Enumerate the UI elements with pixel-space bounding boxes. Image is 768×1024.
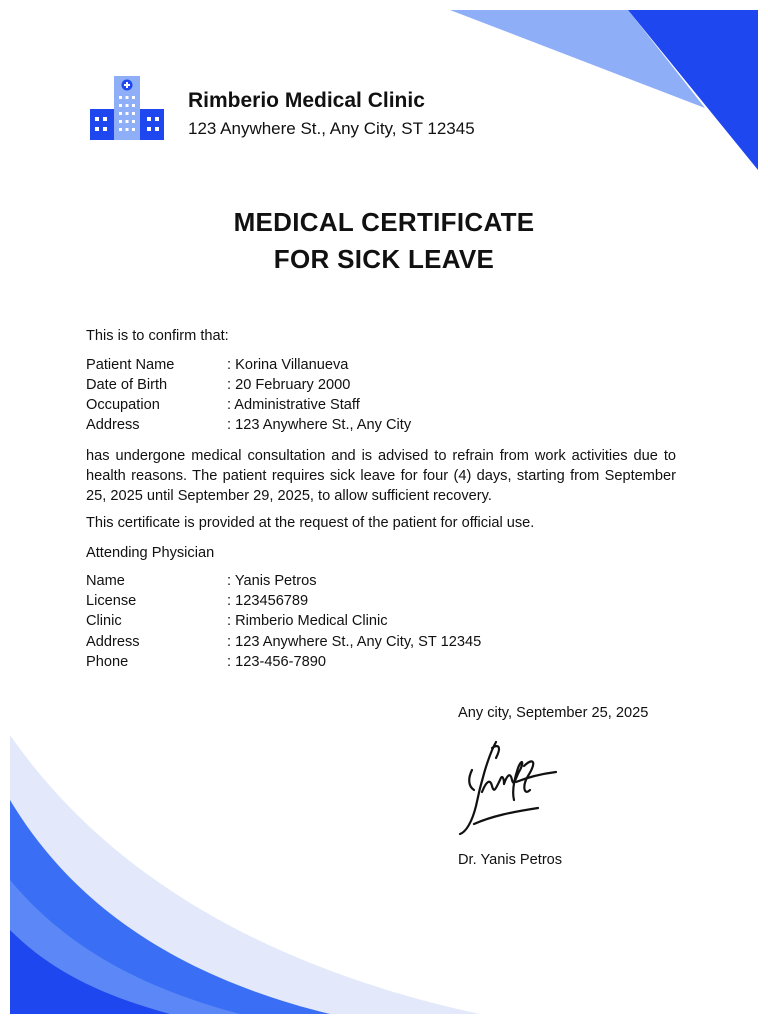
field-value: : Yanis Petros [227,573,317,589]
physician-heading: Attending Physician [86,545,215,561]
field-value: : 123456789 [227,593,309,609]
field-value: : Korina Villanueva [227,357,349,373]
field-value: : 123-456-7890 [227,654,326,670]
field-label: Phone [86,654,129,670]
title-line-1: MEDICAL CERTIFICATE [233,207,535,237]
field-value: : 123 Anywhere St., Any City [227,417,412,433]
hospital-building-icon [88,76,166,142]
certificate-title [0,204,768,278]
field-label: License [86,593,137,609]
field-label: Name [86,573,125,589]
field-label: Date of Birth [86,377,168,393]
field-value: : Rimberio Medical Clinic [227,613,388,629]
clinic-name: Rimberio Medical Clinic [188,89,425,112]
clinic-address: 123 Anywhere St., Any City, ST 12345 [188,119,475,138]
field-label: Address [86,634,140,650]
field-label: Address [86,417,140,433]
top-right-dark-triangle [628,10,758,170]
field-value: : 123 Anywhere St., Any City, ST 12345 [227,634,482,650]
field-label: Clinic [86,613,122,629]
field-label: Occupation [86,397,160,413]
sick-leave-statement: has undergone medical consultation and is advised to refrain from work activities due to health reasons. The patient requires sick leave for four (4) days, starting from September 25, 2025 until September 29, 2025, to allow sufficient recovery. [86,448,676,504]
purpose-text: This certificate is provided at the request of the patient for official use. [86,515,535,531]
field-label: Patient Name [86,357,175,373]
title-line-2: FOR SICK LEAVE [273,244,495,274]
place-and-date: Any city, September 25, 2025 [458,705,649,721]
field-value: : Administrative Staff [227,397,360,413]
signature-icon [452,736,564,838]
intro-text: This is to confirm that: [86,328,229,344]
doctor-name: Dr. Yanis Petros [458,852,563,868]
field-value: : 20 February 2000 [227,377,351,393]
